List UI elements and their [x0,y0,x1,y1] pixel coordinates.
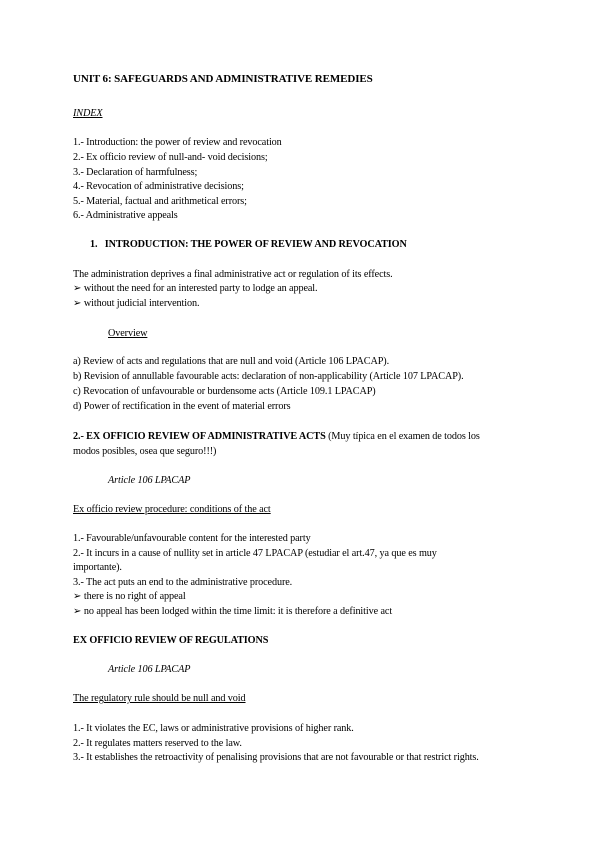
section3-article-ref: Article 106 LPACAP [108,664,191,675]
section3-subheading: The regulatory rule should be null and void [73,693,246,704]
condition-item: 1.- Favourable/unfavourable content for the interested party [73,533,311,544]
overview-item: b) Revision of annullable favourable acts: declaration of non-applicability (Article 107 LPACAP). [73,371,464,382]
section1-intro: The administration deprives a final administrative act or regulation of its effects. [73,269,393,280]
index-item: 3.- Declaration of harmfulness; [73,167,198,178]
section2-heading-title: 2.- EX OFFICIO REVIEW OF ADMINISTRATIVE ACTS [73,431,326,442]
section2-article-ref: Article 106 LPACAP [108,475,191,486]
overview-item: d) Power of rectification in the event of material errors [73,401,291,412]
section1-bullet: ➢ without judicial intervention. [73,298,200,309]
section1-heading: 1. INTRODUCTION: THE POWER OF REVIEW AND REVOCATION [90,239,407,250]
regulation-item: 1.- It violates the EC, laws or administrative provisions of higher rank. [73,723,354,734]
section3-heading: EX OFFICIO REVIEW OF REGULATIONS [73,635,269,646]
index-item: 2.- Ex officio review of null-and- void decisions; [73,152,268,163]
index-item: 4.- Revocation of administrative decisions; [73,181,244,192]
condition-item: importante). [73,562,122,573]
document-title: UNIT 6: SAFEGUARDS AND ADMINISTRATIVE REMEDIES [73,73,373,85]
condition-item: ➢ there is no right of appeal [73,591,186,602]
overview-label: Overview [108,328,148,339]
condition-item: ➢ no appeal has been lodged within the time limit: it is therefore a definitive act [73,606,393,617]
section2-heading-note-cont: modos posibles, osea que seguro!!!) [73,446,217,457]
section2-heading [73,430,480,443]
index-item: 5.- Material, factual and arithmetical errors; [73,196,247,207]
overview-item: c) Revocation of unfavourable or burdensome acts (Article 109.1 LPACAP) [73,386,376,397]
section2-heading-note: (Muy típica en el examen de todos los [325,431,480,442]
section1-bullet: ➢ without the need for an interested party to lodge an appeal. [73,283,318,294]
regulation-item: 3.- It establishes the retroactivity of penalising provisions that are not favourable or that restrict rights. [73,752,479,763]
overview-item: a) Review of acts and regulations that are null and void (Article 106 LPACAP). [73,356,390,367]
index-item: 1.- Introduction: the power of review and revocation [73,137,282,148]
index-item: 6.- Administrative appeals [73,210,178,221]
section2-subheading: Ex officio review procedure: conditions of the act [73,504,271,515]
index-heading: INDEX [73,108,103,119]
condition-item: 3.- The act puts an end to the administrative procedure. [73,577,293,588]
regulation-item: 2.- It regulates matters reserved to the law. [73,738,242,749]
condition-item: 2.- It incurs in a cause of nullity set in article 47 LPACAP (estudiar el art.47, ya que es muy [73,548,437,559]
